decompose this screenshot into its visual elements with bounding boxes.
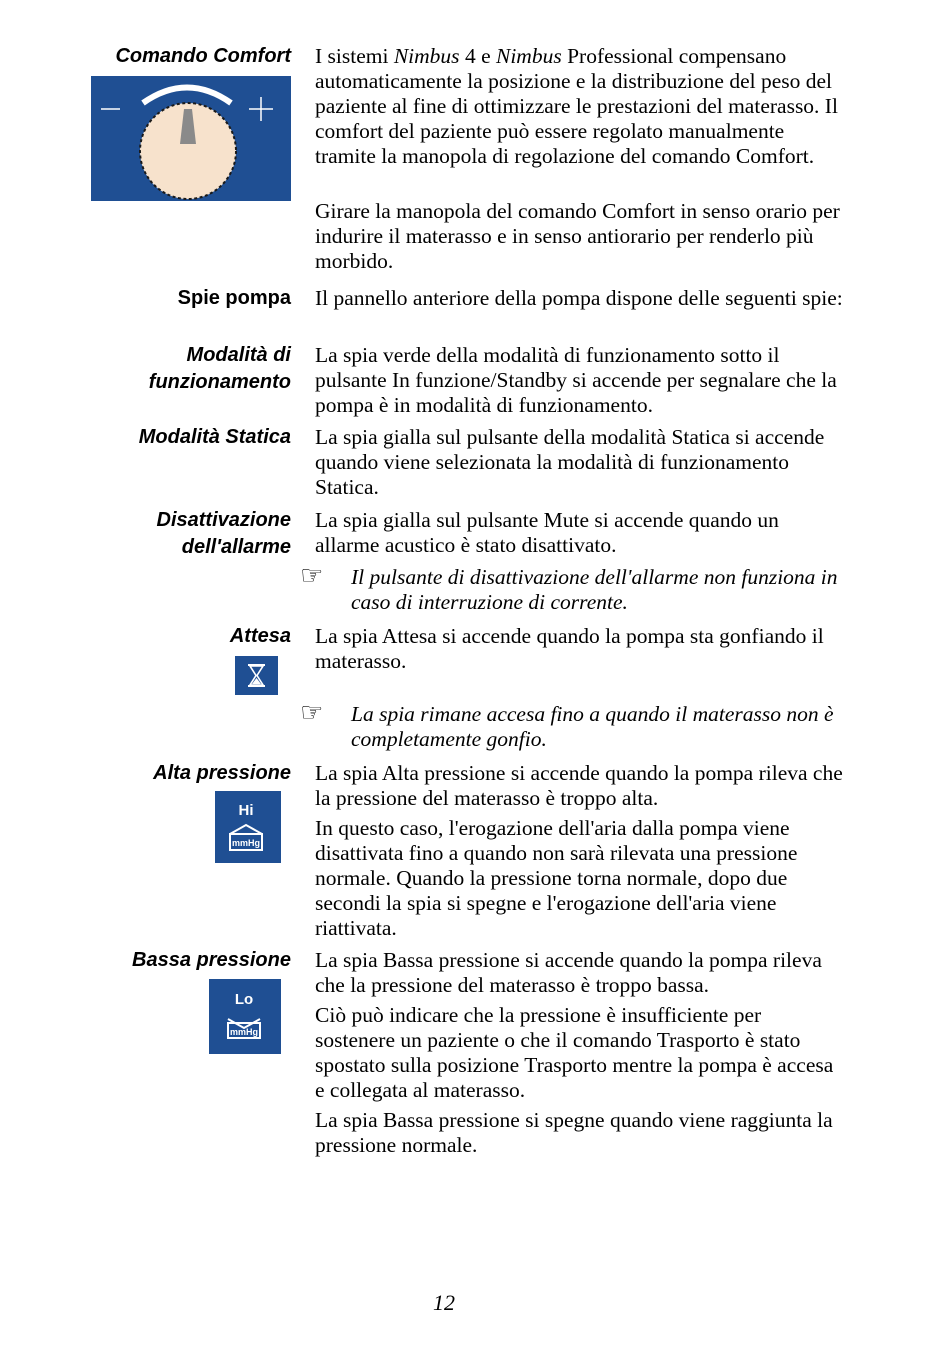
- label-attesa: Attesa: [229, 625, 291, 647]
- hourglass-icon: [235, 656, 278, 695]
- low-pressure-icon: [209, 979, 281, 1054]
- pointing-hand-icon: ☞: [300, 561, 324, 591]
- wait-text: La spia Attesa si accende quando la pompa sta gonfiando il materasso.: [315, 624, 824, 673]
- high-pressure-paragraph-1: La spia Alta pressione si accende quando la pompa rileva che la pressione del materasso è troppo alta.: [315, 761, 843, 810]
- alarm-mute-note: Il pulsante di disattivazione dell'allarme non funziona in caso di interruzione di corrente.: [351, 565, 838, 614]
- low-pressure-paragraph-3: La spia Bassa pressione si spegne quando viene raggiunta la pressione normale.: [315, 1108, 833, 1157]
- low-pressure-icon-label: Lo: [234, 991, 254, 1008]
- alarm-mute-text: La spia gialla sul pulsante Mute si accende quando un allarme acustico è stato disattivato.: [315, 508, 779, 557]
- label-disattivazione-allarme: Disattivazione dell'allarme: [156, 509, 291, 558]
- low-pressure-unit: mmHg: [229, 1027, 259, 1037]
- label-spie-pompa: Spie pompa: [177, 287, 291, 309]
- high-pressure-unit: mmHg: [231, 838, 261, 848]
- high-pressure-paragraph-2: In questo caso, l'erogazione dell'aria dalla pompa viene disattivata fino a quando non sarà rilevata una pressione normale. Quando la pressione torna normale, dopo due secondi la spia si spegne e l'erogazione dell'aria viene riattivata.: [315, 816, 798, 940]
- label-modalita-statica: Modalità Statica: [138, 426, 291, 448]
- comfort-paragraph-1: I sistemi Nimbus 4 e Nimbus Professional compensano automaticamente la posizione e la distribuzione del peso del paziente al fine di ottimizzare le prestazioni del materasso. Il comfort del paziente può essere regolato manualmente tramite la manopola di regolazione del comando Comfort.: [315, 44, 838, 168]
- run-mode-text: La spia verde della modalità di funzionamento sotto il pulsante In funzione/Standby si accende per segnalare che la pompa è in modalità di funzionamento.: [315, 343, 837, 417]
- label-bassa-pressione: Bassa pressione: [132, 949, 291, 971]
- label-modalita-funzionamento: Modalità di funzionamento: [148, 344, 291, 393]
- label-alta-pressione: Alta pressione: [153, 762, 291, 784]
- low-pressure-paragraph-2: Ciò può indicare che la pressione è insufficiente per sostenere un paziente o che il comando Trasporto è stato spostato sulla posizione Trasporto mentre la pompa è accesa e collegata al materasso.: [315, 1003, 834, 1102]
- comfort-dial-icon: [91, 76, 291, 201]
- pointing-hand-icon: ☞: [300, 698, 324, 728]
- wait-note: La spia rimane accesa fino a quando il materasso non è completamente gonfio.: [351, 702, 834, 751]
- pump-lights-text: Il pannello anteriore della pompa dispone delle seguenti spie:: [315, 286, 843, 310]
- high-pressure-icon: [215, 791, 281, 863]
- comfort-paragraph-2: Girare la manopola del comando Comfort in senso orario per indurire il materasso e in senso antiorario per renderlo più morbido.: [315, 199, 840, 273]
- low-pressure-paragraph-1: La spia Bassa pressione si accende quando la pompa rileva che la pressione del materasso è troppo bassa.: [315, 948, 822, 997]
- label-comando-comfort: Comando Comfort: [115, 45, 291, 67]
- high-pressure-icon-label: Hi: [238, 802, 254, 819]
- page-number: 12: [433, 1290, 455, 1315]
- static-mode-text: La spia gialla sul pulsante della modalità Statica si accende quando viene selezionata la modalità di funzionamento Statica.: [315, 425, 825, 499]
